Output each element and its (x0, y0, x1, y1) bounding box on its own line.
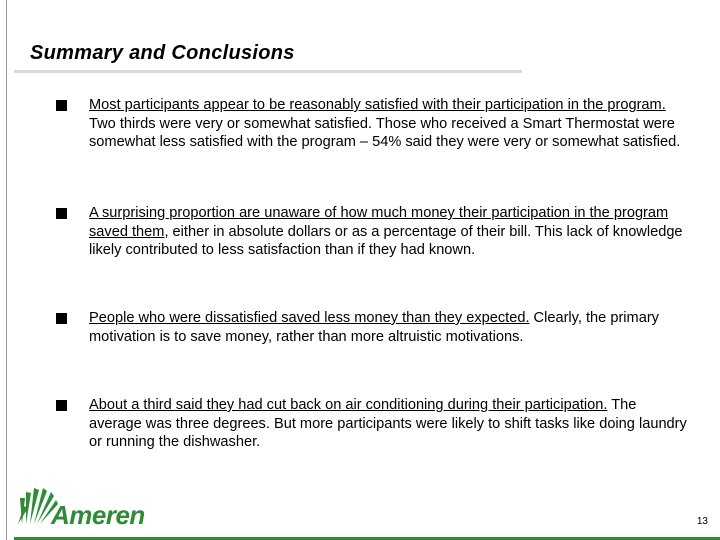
bullet-key-point: About a third said they had cut back on air conditioning during their participation. (89, 397, 608, 413)
bullet-detail: Two thirds were very or somewhat satisfied. Those who received a Smart Thermostat were somewhat less satisfied with the program – 54% said they were very or somewhat satisfied. (89, 115, 681, 151)
bullet-text (89, 396, 689, 452)
bullet-text (89, 309, 689, 346)
brand-wordmark: Ameren (51, 500, 145, 530)
bullet-marker (56, 400, 67, 411)
bullet-detail: , either in absolute dollars or as a percentage of their bill. This lack of knowledge likely contributed to less satisfaction than if they had known. (89, 223, 683, 259)
slide-title: Summary and Conclusions (30, 42, 295, 64)
bullet-detail: The average was three degrees. But more participants were likely to shift tasks like doing laundry or running the dishwasher. (89, 397, 687, 451)
bullet-marker (56, 313, 67, 324)
bullet-key-point: A surprising proportion are unaware of how much money their participation in the program saved them (89, 205, 669, 240)
bullet-detail: Clearly, the primary motivation is to save money, rather than more altruistic motivations. (89, 310, 659, 345)
bullet-text (89, 96, 689, 152)
bullet-key-point: People who were dissatisfied saved less money than they expected. (89, 310, 530, 326)
left-border (6, 0, 7, 540)
bullet-marker (56, 208, 67, 219)
bullet-marker (56, 100, 67, 111)
bullet-text (89, 204, 689, 260)
title-underline (14, 70, 522, 73)
bullet-key-point: Most participants appear to be reasonably satisfied with their participation in the program. (89, 97, 666, 113)
page-number: 13 (696, 516, 708, 527)
